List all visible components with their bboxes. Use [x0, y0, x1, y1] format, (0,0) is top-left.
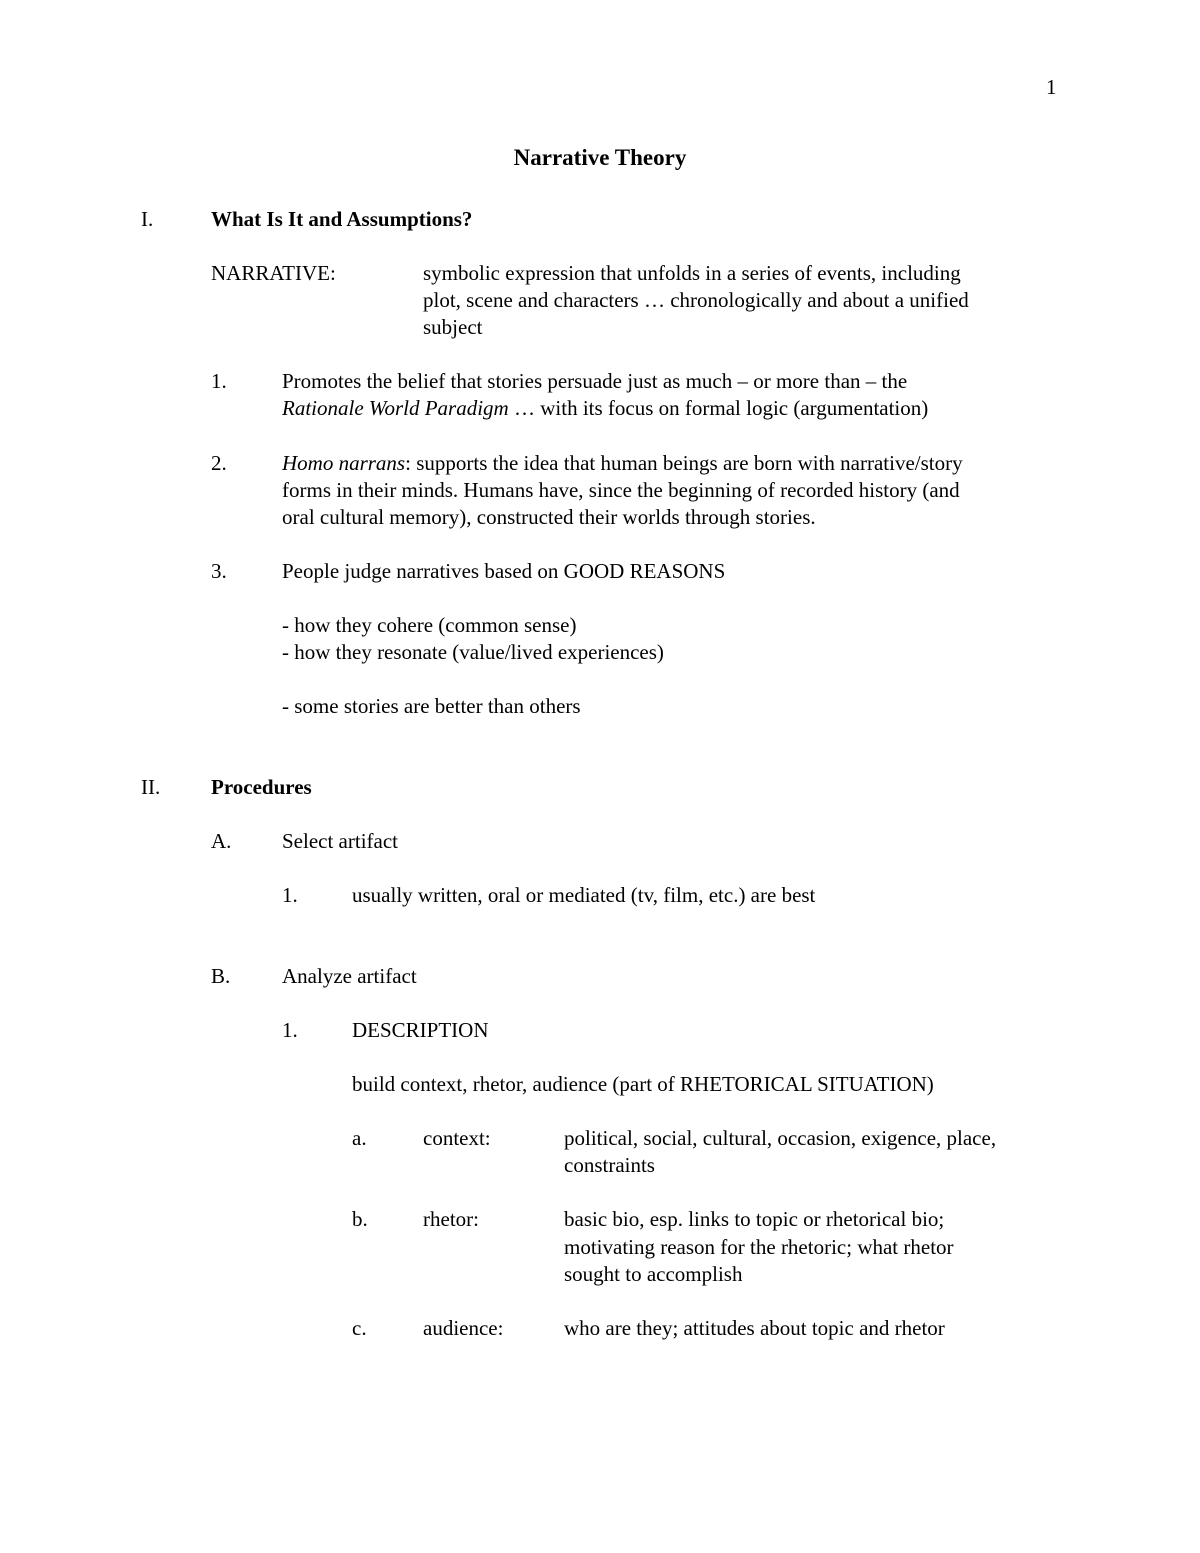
assumption-text: Homo narrans: supports the idea that human beings are born with narrative/story — [282, 451, 963, 475]
narrative-definition-line: symbolic expression that unfolds in a series of events, including — [423, 261, 961, 285]
assumption-text: Promotes the belief that stories persuade just as much – or more than – the — [282, 369, 908, 393]
procedure-letter: B. — [211, 964, 231, 988]
homo-narrans-term: Homo narrans — [282, 451, 406, 475]
good-reasons-bullet: - how they resonate (value/lived experiences) — [282, 640, 664, 664]
procedure-item-text: DESCRIPTION — [352, 1018, 489, 1042]
section-1-numeral: I. — [141, 207, 154, 231]
assumption-number: 1. — [211, 369, 227, 393]
sub-item-description: political, social, cultural, occasion, exigence, place, — [564, 1126, 997, 1150]
page-title: Narrative Theory — [513, 145, 687, 170]
sub-item-description: constraints — [564, 1153, 655, 1177]
sub-item-letter: a. — [352, 1126, 367, 1150]
section-2-numeral: II. — [141, 775, 161, 799]
procedure-letter: A. — [211, 829, 232, 853]
narrative-term: NARRATIVE: — [211, 261, 336, 285]
procedure-item-number: 1. — [282, 1018, 298, 1042]
sub-item-term: context: — [423, 1126, 491, 1150]
sub-item-description: who are they; attitudes about topic and rhetor — [564, 1316, 945, 1340]
procedure-text: Analyze artifact — [282, 964, 417, 988]
assumption-text: Rationale World Paradigm … with its focus on formal logic (argumentation) — [282, 396, 929, 420]
assumption-text: oral cultural memory), constructed their worlds through stories. — [282, 505, 816, 529]
rational-world-paradigm-term: Rationale World Paradigm — [282, 396, 509, 420]
assumption-number: 3. — [211, 559, 227, 583]
procedure-text: Select artifact — [282, 829, 399, 853]
sub-item-term: audience: — [423, 1316, 504, 1340]
page-number: 1 — [1046, 75, 1057, 99]
assumption-text: forms in their minds. Humans have, since the beginning of recorded history (and — [282, 478, 960, 502]
procedure-item-text: usually written, oral or mediated (tv, film, etc.) are best — [352, 883, 816, 907]
sub-item-description: motivating reason for the rhetoric; what rhetor — [564, 1235, 954, 1259]
section-1-heading: What Is It and Assumptions? — [211, 207, 473, 231]
sub-item-letter: b. — [352, 1207, 368, 1231]
sub-item-term: rhetor: — [423, 1207, 479, 1231]
sub-item-description: basic bio, esp. links to topic or rhetorical bio; — [564, 1207, 945, 1231]
assumption-number: 2. — [211, 451, 227, 475]
good-reasons-bullet: - how they cohere (common sense) — [282, 613, 577, 637]
good-reasons-bullet: - some stories are better than others — [282, 694, 581, 718]
assumption-text: People judge narratives based on GOOD REASONS — [282, 559, 726, 583]
sub-item-description: sought to accomplish — [564, 1262, 743, 1286]
narrative-definition-line: plot, scene and characters … chronologically and about a unified — [423, 288, 969, 312]
sub-item-letter: c. — [352, 1316, 367, 1340]
section-2-heading: Procedures — [211, 775, 312, 799]
narrative-definition-line: subject — [423, 315, 483, 339]
procedure-item-number: 1. — [282, 883, 298, 907]
description-intro: build context, rhetor, audience (part of RHETORICAL SITUATION) — [352, 1072, 934, 1096]
